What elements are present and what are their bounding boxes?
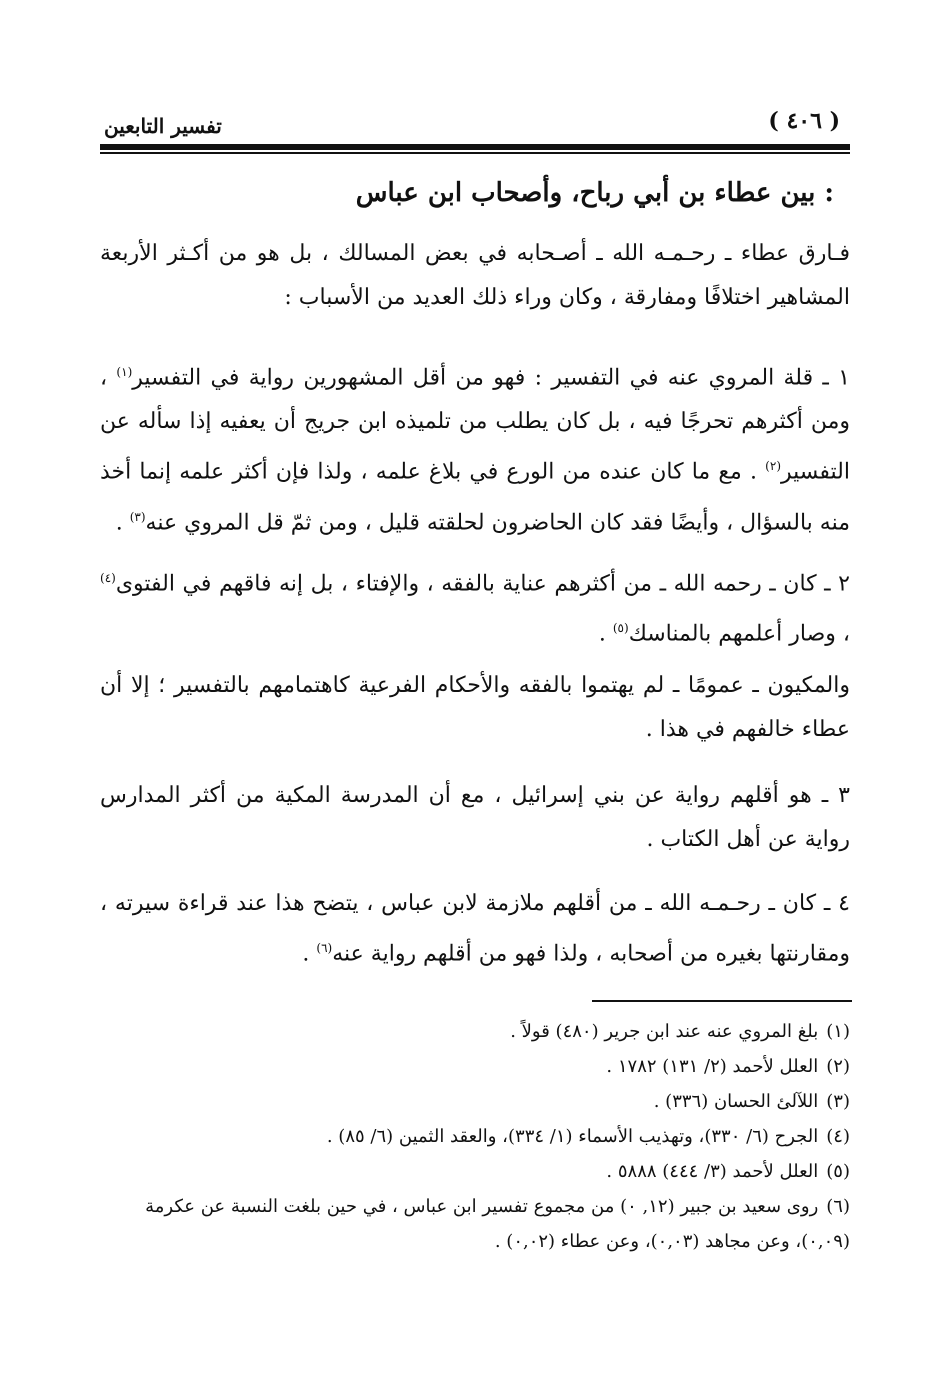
footnote-ref-5: (٥) [612,621,629,636]
footnote-ref-6: (٦) [316,941,333,955]
point-1-text-a: ١ ـ قلة المروي عنه في التفسير : فهو من أقل المشهورين رواية في التفسير [132,365,850,391]
footnote-text: بلغ المروي عنه عند ابن جرير (٤٨٠) قولاً . [510,1021,819,1042]
header-rule-thin [100,152,850,154]
page-header [100,108,850,138]
footnote-number: (٢) [826,1056,850,1077]
point-2-continuation: والمكيون ـ عمومًا ـ لم يهتموا بالفقه والأحكام الفرعية كاهتمامهم بالتفسير ؛ إلا أن عطاء خالفهم في هذا . [100,673,850,742]
point-1-paragraph [100,350,850,545]
running-title: تفسير التابعين [104,114,222,138]
footnote-ref-3: (٣) [129,509,146,524]
footnotes [100,1014,850,1259]
footnote-text: العلل لأحمد (٣/ ٤٤٤) ٥٨٨٨ . [606,1161,819,1182]
footnote-number: (٤) [826,1126,850,1147]
header-rule-thick [100,144,850,150]
footnote-item [100,1084,850,1119]
footnote-ref-2: (٢) [765,459,781,474]
page-number: ( ٤٠٦ ) [768,108,840,134]
footnote-item [100,1154,850,1189]
footnote-ref-4: (٤) [100,571,116,585]
footnote-item [100,1014,850,1049]
point-4-text-a: ٤ ـ كان ـ رحـمـه الله ـ من أقلهم ملازمة لابن عباس ، يتضح هذا عند قراءة سيرته ، ومقارنتها بغيره من أصحابه ، ولذا فهو من أقلهم رواية عنه [100,891,850,967]
point-3-paragraph: ٣ ـ هو أقلهم رواية عن بني إسرائيل ، مع أن المدرسة المكية من أكثر المدارس رواية عن أهل الكتاب . [100,783,850,852]
footnote-number: (٣) [826,1091,850,1112]
footnote-number: (٦) [826,1196,850,1217]
point-4-paragraph [100,882,850,976]
footnote-ref-1: (١) [116,365,133,379]
intro-paragraph: فـارق عطاء ـ رحـمـه الله ـ أصـحابه في بعض المسالك ، بل هو من أكـثر الأربعة المشاهير اختلافًا ومفارقة ، وكان وراء ذلك العديد من الأسباب : [100,241,850,310]
point-1-text-d: . [115,509,130,535]
point-2-paragraph [100,556,850,657]
point-4-text-b: . [302,941,317,967]
point-1-text-c: . مع ما كان عنده من الورع في بلاغ علمه ، ولذا فإن أكثر علمه إنما أخذ منه بالسؤال ، وأيضًا فقد كان الحاضرون لحلقته قليل ، ومن ثمّ قل المروي عنه [100,459,850,535]
footnote-number: (١) [826,1021,850,1042]
point-1-text-b: ، ومن أكثرهم تحرجًا فيه ، بل كان يطلب من تلميذه ابن جريج أن يعفيه إذا سأله عن التفسير [100,365,850,485]
footnote-text: روى سعيد بن جبير (١٢, ٠) من مجموع تفسير ابن عباس ، في حين بلغت النسبة عن عكرمة (٠,٠٩)، وعن مجاهد (٠,٠٣)، وعن عطاء (٠,٠٢) . [145,1196,850,1252]
footnote-item [100,1119,850,1154]
point-2-text-b: ، وصار أعلمهم بالمناسك [628,621,850,647]
footnote-item [100,1049,850,1084]
point-2-text-a: ٢ ـ كان ـ رحمه الله ـ من أكثرهم عناية بالفقه ، والإفتاء ، بل إنه فاقهم في الفتوى [115,571,850,597]
footnote-text: الجرح (٦/ ٣٣٠)، وتهذيب الأسماء (١/ ٣٣٤)، والعقد الثمين (٦/ ٨٥) . [326,1126,819,1147]
footnote-number: (٥) [826,1161,850,1182]
point-2-text-c: . [598,621,613,647]
footnote-separator [592,1000,852,1002]
section-heading: بين عطاء بن أبي رباح، وأصحاب ابن عباس : [355,178,834,208]
footnote-item [100,1189,850,1259]
footnote-text: العلل لأحمد (٢/ ١٣١) ١٧٨٢ . [606,1056,819,1077]
footnote-text: اللآلئ الحسان (٣٣٦) . [653,1091,819,1112]
